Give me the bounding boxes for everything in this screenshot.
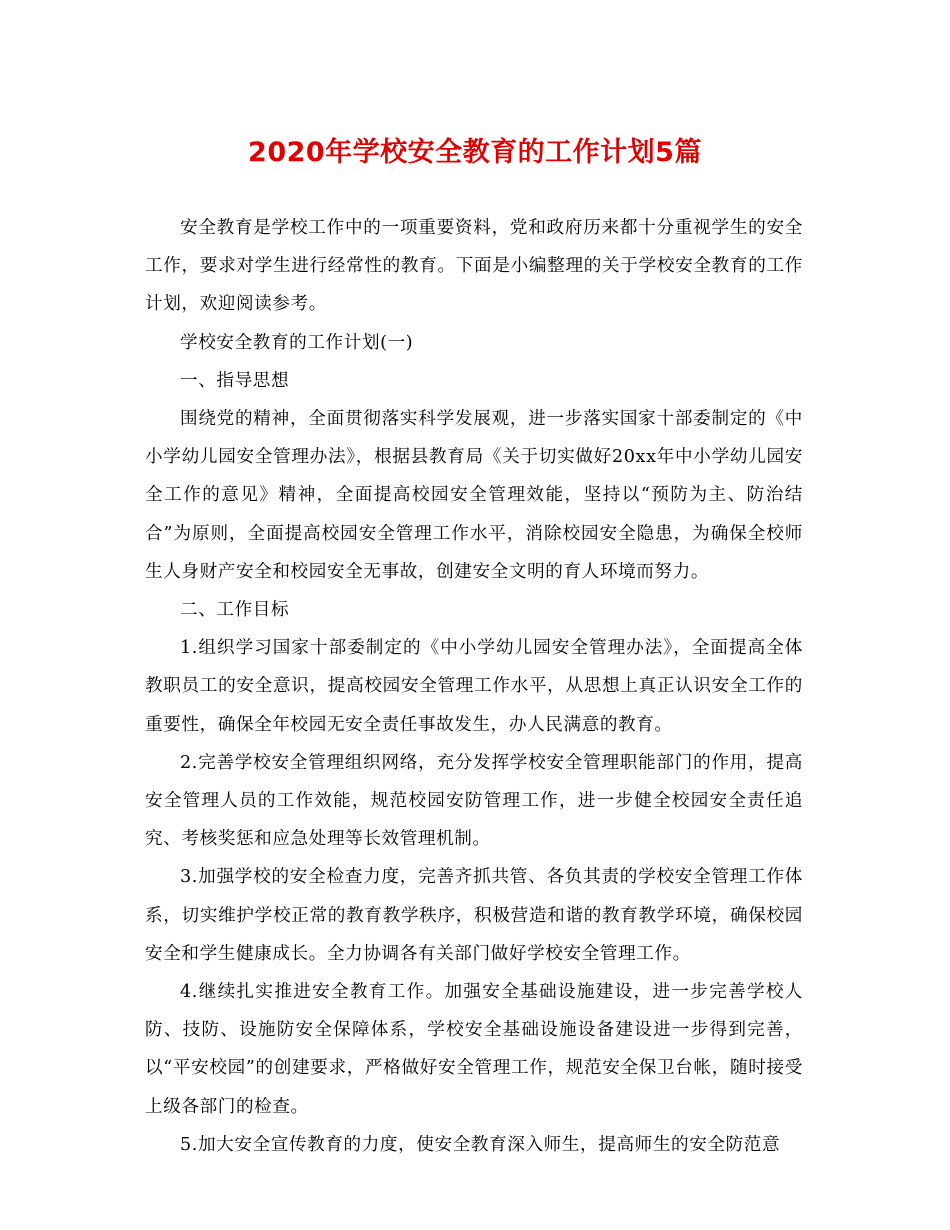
- paragraph-goal-2: 2.完善学校安全管理组织网络，充分发挥学校安全管理职能部门的作用，提高安全管理人员的工作效能，规范校园安防管理工作，进一步健全校园安全责任追究、考核奖惩和应急处理等长效管理机制。: [145, 752, 803, 850]
- subheading-guiding-ideology: 一、指导思想: [180, 370, 290, 391]
- paragraph-goal-5: 5.加大安全宣传教育的力度，使安全教育深入师生，提高师生的安全防范意: [180, 1134, 781, 1155]
- document-body: [145, 209, 803, 1164]
- document-title: 2020年学校安全教育的工作计划5篇: [248, 137, 702, 168]
- paragraph-intro: 安全教育是学校工作中的一项重要资料，党和政府历来都十分重视学生的安全工作，要求对学生进行经常性的教育。下面是小编整理的关于学校安全教育的工作计划，欢迎阅读参考。: [145, 218, 803, 315]
- paragraph-goal-1: 1.组织学习国家十部委制定的《中小学幼儿园安全管理办法》，全面提高全体教职员工的安全意识，提高校园安全管理工作水平，从思想上真正认识安全工作的重要性，确保全年校园无安全责任事故发生，办人民满意的教育。: [145, 638, 803, 735]
- paragraph-guiding-ideology: 围绕党的精神，全面贯彻落实科学发展观，进一步落实国家十部委制定的《中小学幼儿园安全管理办法》，根据县教育局《关于切实做好20xx年中小学幼儿园安全工作的意见》精神，全面提高校园安全管理效能，坚持以“预防为主、防治结合”为原则，全面提高校园安全管理工作水平，消除校园安全隐患，为确保全校师生人身财产安全和校园安全无事故，创建安全文明的育人环境而努力。: [145, 409, 803, 582]
- paragraph-goal-4: 4.继续扎实推进安全教育工作。加强安全基础设施建设，进一步完善学校人防、技防、设施防安全保障体系，学校安全基础设施设备建设进一步得到完善，以“平安校园”的创建要求，严格做好安全管理工作，规范安全保卫台帐，随时接受上级各部门的检查。: [145, 982, 803, 1117]
- paragraph-goal-3: 3.加强学校的安全检查力度，完善齐抓共管、各负其责的学校安全管理工作体系，切实维护学校正常的教育教学秩序，积极营造和谐的教育教学环境，确保校园安全和学生健康成长。全力协调各有关部门做好学校安全管理工作。: [145, 867, 803, 964]
- section-heading-plan-1: 学校安全教育的工作计划(一): [180, 332, 414, 353]
- subheading-work-goals: 二、工作目标: [180, 600, 290, 621]
